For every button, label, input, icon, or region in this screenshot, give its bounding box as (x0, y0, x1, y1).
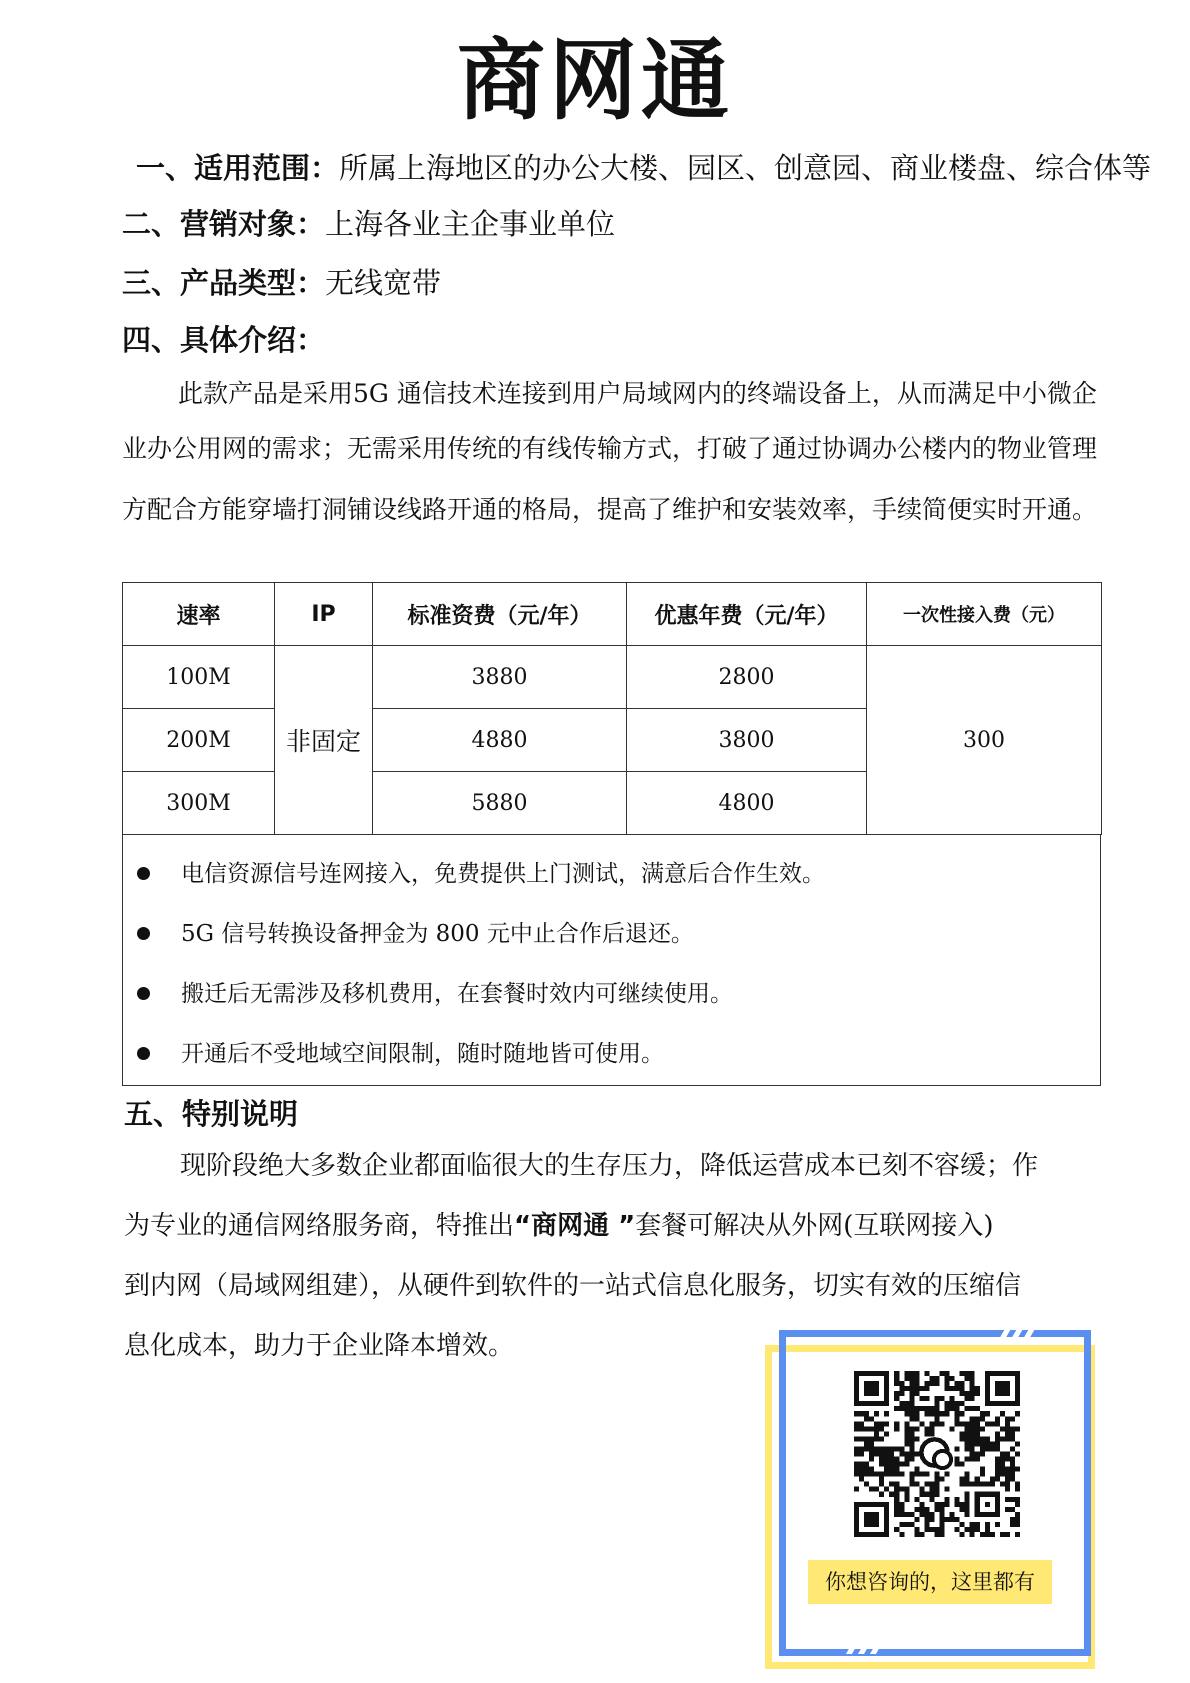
header-speed: 速率 (123, 583, 275, 646)
intro-line-3: 方配合方能穿墙打洞铺设线路开通的格局，提高了维护和安装效率，手续简便实时开通。 (122, 495, 1098, 524)
cell-speed: 100M (123, 646, 275, 709)
section-intro-label: 四、具体介绍： (122, 323, 326, 357)
note-text: 开通后不受地域空间限制，随时随地皆可使用。 (181, 1041, 664, 1067)
section-scope (136, 148, 1151, 188)
cell-discount-fee: 2800 (627, 646, 867, 709)
section-target-label: 二、营销对象： (122, 207, 326, 241)
bullet-icon (137, 867, 150, 880)
cell-speed: 300M (123, 772, 275, 835)
intro-line-1: 此款产品是采用5G 通信技术连接到用户局域网内的终端设备上，从而满足中小微企 (178, 379, 1097, 408)
cell-standard-fee: 5880 (373, 772, 627, 835)
page-title: 商网通 (456, 29, 733, 132)
bullet-icon (137, 1047, 150, 1060)
cell-standard-fee: 4880 (373, 709, 627, 772)
special-line-2-pre: 为专业的通信网络服务商，特推出 (124, 1211, 515, 1241)
wechat-qr-code-icon[interactable] (854, 1371, 1020, 1537)
cell-discount-fee: 4800 (627, 772, 867, 835)
note-text: 搬迁后无需涉及移机费用，在套餐时效内可继续使用。 (181, 981, 733, 1007)
special-line-4: 息化成本，助力于企业降本增效。 (124, 1331, 515, 1361)
cell-standard-fee: 3880 (373, 646, 627, 709)
cell-speed: 200M (123, 709, 275, 772)
header-setup-fee: 一次性接入费（元） (867, 583, 1102, 646)
special-line-1: 现阶段绝大多数企业都面临很大的生存压力，降低运营成本已刻不容缓；作 (180, 1151, 1039, 1181)
cell-setup-fee: 300 (867, 646, 1102, 835)
cell-ip: 非固定 (275, 646, 373, 835)
note-text: 电信资源信号连网接入，免费提供上门测试，满意后合作生效。 (181, 861, 825, 887)
header-ip: IP (275, 583, 373, 646)
section-intro-heading (122, 320, 325, 360)
special-line-3: 到内网（局域网组建），从硬件到软件的一站式信息化服务，切实有效的压缩信 (124, 1271, 1022, 1301)
header-discount-fee: 优惠年费（元/年） (627, 583, 867, 646)
section-special-label: 五、特别说明 (124, 1097, 299, 1131)
section-scope-label: 一、适用范围： (136, 151, 340, 185)
section-type (122, 263, 441, 303)
cell-discount-fee: 3800 (627, 709, 867, 772)
special-line-2-post: 套餐可解决从外网(互联网接入) (635, 1211, 994, 1241)
table-row (123, 646, 1102, 709)
product-name-quote: “商网通 ” (514, 1211, 636, 1241)
bullet-icon (137, 927, 150, 940)
special-line-2 (124, 1196, 1114, 1256)
section-scope-value: 所属上海地区的办公大楼、园区、创意园、商业楼盘、综合体等 (339, 151, 1152, 185)
section-type-label: 三、产品类型： (122, 266, 326, 300)
note-text: 5G 信号转换设备押金为 800 元中止合作后退还。 (181, 921, 694, 947)
intro-paragraph (122, 366, 1112, 537)
section-type-value: 无线宽带 (325, 266, 442, 300)
notes-box (122, 834, 1101, 1086)
promo-caption: 你想咨询的，这里都有 (808, 1560, 1052, 1604)
section-target (122, 204, 615, 244)
bullet-icon (137, 987, 150, 1000)
section-target-value: 上海各业主企事业单位 (325, 207, 616, 241)
header-standard-fee: 标准资费（元/年） (373, 583, 627, 646)
price-table (122, 582, 1102, 835)
intro-line-2: 业办公用网的需求；无需采用传统的有线传输方式，打破了通过协调办公楼内的物业管理 (122, 434, 1098, 463)
table-header-row (123, 583, 1102, 646)
section-special-heading (124, 1094, 298, 1134)
